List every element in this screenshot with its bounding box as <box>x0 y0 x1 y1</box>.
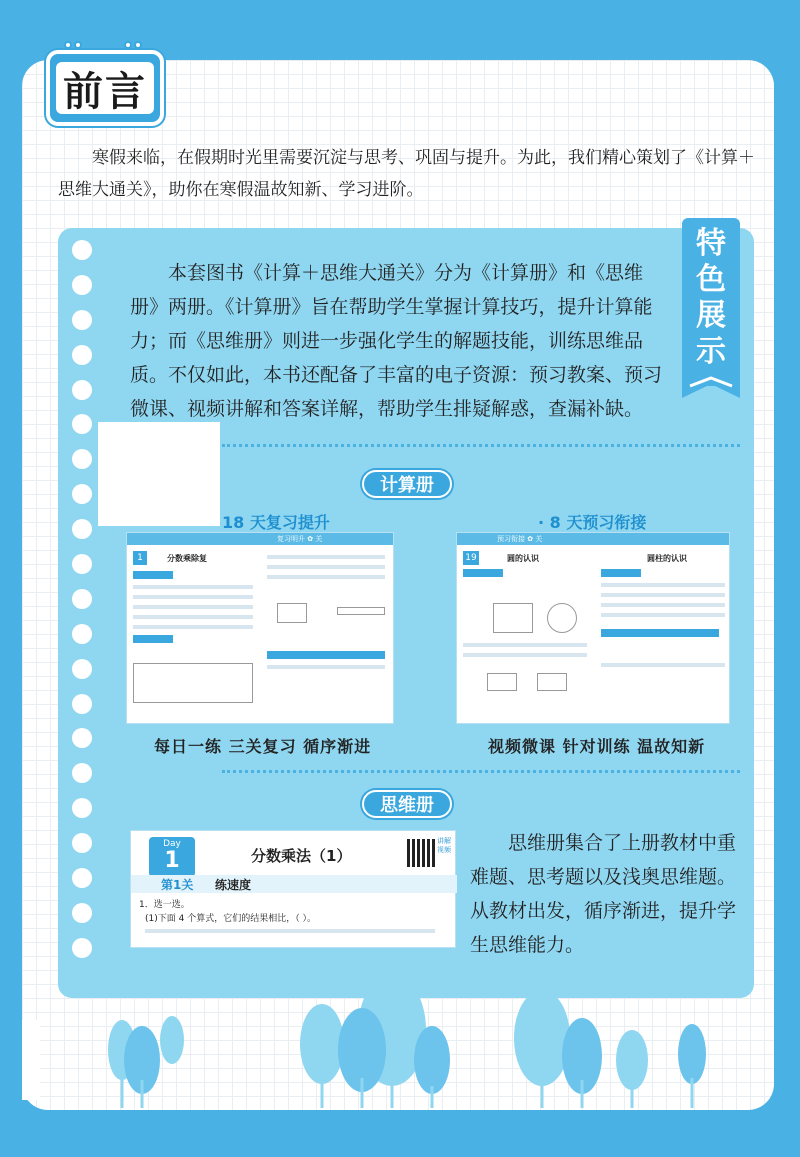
divider <box>222 770 740 773</box>
thumb-table <box>133 663 253 703</box>
hole-icon <box>72 903 92 923</box>
intro-paragraph: 寒假来临，在假期时光里需要沉淀与思考、巩固与提升。为此，我们精心策划了《计算＋思维大通关》，助你在寒假温故知新、学习进阶。 <box>58 148 755 200</box>
thumb-banner: 预习衔接 ✿ 关 <box>497 535 543 543</box>
hole-icon <box>72 938 92 958</box>
hole-icon <box>72 240 92 260</box>
thumb-line <box>267 575 385 579</box>
feature-tab <box>682 218 740 386</box>
thumb-line <box>601 603 725 607</box>
thumb-header <box>127 533 393 545</box>
thumb-section <box>601 569 641 577</box>
formula-line <box>145 929 435 933</box>
thumb-line <box>133 585 253 589</box>
qr-caption: 讲解视频 <box>437 837 451 854</box>
thumb-line <box>267 555 385 559</box>
blank-box <box>98 422 220 526</box>
calc-right-caption: 视频微课 针对训练 温故知新 <box>488 737 706 756</box>
hole-icon <box>72 449 92 469</box>
hole-icon <box>72 694 92 714</box>
thumb-line <box>463 643 587 647</box>
thumb-figure <box>537 673 567 691</box>
thumb-line <box>601 593 725 597</box>
thumb-line <box>133 595 253 599</box>
hole-icon <box>72 868 92 888</box>
day-label: Day <box>163 839 181 849</box>
chevron-down-icon <box>682 374 740 398</box>
thumb-line <box>133 615 253 619</box>
think-sample-card <box>130 830 456 948</box>
day-number: 1 <box>164 848 180 873</box>
thumb-topic-left: 圆的认识 <box>507 554 539 563</box>
thumb-line <box>267 665 385 669</box>
feature-tab-label: 特色展示 <box>696 226 726 369</box>
hole-icon <box>72 728 92 748</box>
thumb-circle <box>547 603 577 633</box>
question-number: 1．选一选。 <box>139 900 190 910</box>
think-description: 思维册集合了上册教材中重难题、思考题以及浅奥思维题。从教材出发，循序渐进，提升学生思维能力。 <box>470 832 737 956</box>
thumb-line <box>601 613 725 617</box>
hole-icon <box>72 659 92 679</box>
question-text: (1)下面 4 个算式，它们的结果相比，（ ）。 <box>145 914 317 924</box>
think-book-label: 思维册 <box>362 790 452 818</box>
thumb-line <box>133 625 253 629</box>
level-title: 练速度 <box>215 878 252 892</box>
feature-description: 本套图书《计算＋思维大通关》分为《计算册》和《思维册》两册。《计算册》旨在帮助学生掌握计算技巧，提升计算能力；而《思维册》则进一步强化学生的解题技能，训练思维品质。不仅如此，本书还配备了丰富的电子资源：预习教案、预习微课、视频讲解和答案详解，帮助学生排疑解惑，查漏补缺。 <box>130 262 663 420</box>
hole-icon <box>72 310 92 330</box>
calc-right-thumbnail <box>456 532 730 724</box>
calc-left-thumbnail <box>126 532 394 724</box>
page-title: 前言 <box>56 62 154 114</box>
hole-icon <box>72 554 92 574</box>
thumb-banner: 复习明升 ✿ 关 <box>277 535 323 543</box>
hole-icon <box>72 798 92 818</box>
thumb-figure <box>487 673 517 691</box>
day-badge <box>149 837 195 877</box>
level-number: 第1关 <box>161 878 194 892</box>
hole-icon <box>72 414 92 434</box>
thumb-topic: 分数乘除复 <box>167 554 207 563</box>
thumb-topic-right: 圆柱的认识 <box>647 554 687 563</box>
thumb-line <box>133 605 253 609</box>
thumb-grid <box>277 603 307 623</box>
thumb-bar <box>337 607 385 615</box>
hole-icon <box>72 345 92 365</box>
thumb-section <box>133 635 173 643</box>
thumb-line <box>463 653 587 657</box>
thumb-section <box>463 569 503 577</box>
thumb-day: 1 <box>133 551 147 565</box>
calc-left-subtitle: 18 天复习提升 <box>222 513 330 532</box>
divider <box>222 444 740 447</box>
thumb-section <box>133 571 173 579</box>
hole-icon <box>72 484 92 504</box>
hole-icon <box>72 380 92 400</box>
qr-code-icon <box>407 839 435 867</box>
thumb-section <box>601 629 719 637</box>
card-title: 分数乘法（1） <box>251 847 352 865</box>
thumb-section <box>267 651 385 659</box>
calc-left-caption: 每日一练 三关复习 循序渐进 <box>154 737 372 756</box>
level-bar <box>131 875 457 893</box>
thumb-figure <box>493 603 533 633</box>
calc-book-label: 计算册 <box>362 470 452 498</box>
calc-right-subtitle: · 8 天预习衔接 <box>538 513 647 532</box>
title-box <box>46 50 164 126</box>
trees-illustration <box>22 990 774 1110</box>
thumb-line <box>601 663 725 667</box>
hole-icon <box>72 624 92 644</box>
hole-icon <box>72 589 92 609</box>
hole-icon <box>72 519 92 539</box>
hole-icon <box>72 833 92 853</box>
thumb-line <box>267 565 385 569</box>
hole-icon <box>72 275 92 295</box>
hole-icon <box>72 763 92 783</box>
notebook-holes <box>72 240 96 973</box>
thumb-day: 19 <box>463 551 479 565</box>
thumb-line <box>601 583 725 587</box>
